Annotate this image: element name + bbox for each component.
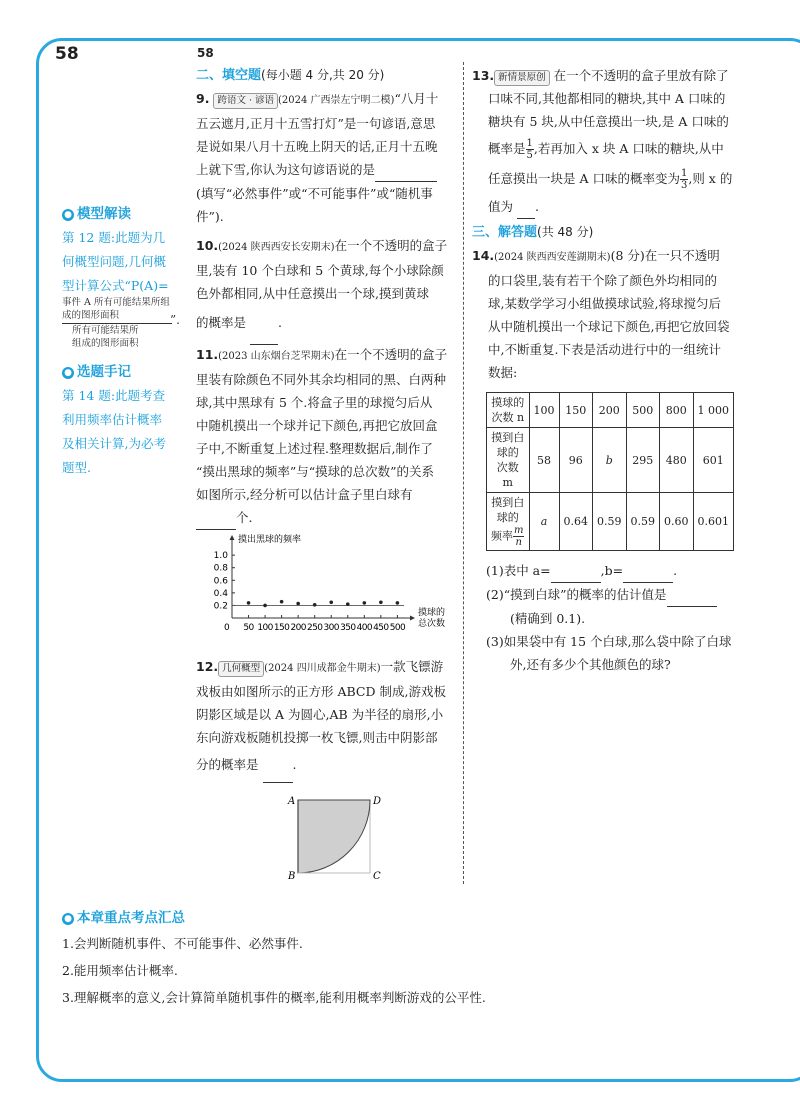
question-13: 13. 新情景原创 在一个不透明的盒子里放有除了 口味不同,其他都相同的糖块,其中 A 口味的 糖块有 5 块,从中任意摸出一块,是 A 口味的 概率是 $\frac{1}{5}$ ,若再加入 x 块 A 口味的糖块,从中 任意摸出一块是 A 口味的概率变为 $\frac{1}{3}$ ,则 x 的 值为 . xyxy=(472,64,734,219)
bullet-icon: ● xyxy=(62,367,74,379)
origin-label: 0 xyxy=(224,623,230,633)
answer-blank[interactable] xyxy=(196,506,236,530)
label-c: C xyxy=(373,871,381,881)
data-point xyxy=(280,600,284,604)
section-answer-heading: 三、解答题(共 48 分) xyxy=(472,225,594,240)
bullet-icon: ● xyxy=(62,209,74,221)
x-tick-label: 300 xyxy=(323,623,339,633)
page-number-small: 58 xyxy=(197,46,214,60)
x-tick-label: 450 xyxy=(373,623,389,633)
answer-blank[interactable] xyxy=(263,759,293,783)
summary-item: 3.理解概率的意义,会计算简单随机事件的概率,能利用概率判断游戏的公平性. xyxy=(62,990,486,1005)
data-point xyxy=(313,603,317,607)
x-tick-label: 100 xyxy=(257,623,273,633)
y-axis-label: 摸出黑球的频率 xyxy=(238,535,302,545)
answer-blank[interactable] xyxy=(623,559,673,583)
pick-note: 第 14 题:此题考查 利用频率估计概率 及相关计算,为必考 题型. xyxy=(62,388,166,475)
answer-blank[interactable] xyxy=(551,559,601,583)
question-11: 11.(2023 山东烟台芝罘期末)在一个不透明的盒子 里装有除颜色不同外其余均相同的黑、白两种 球,其中黑球有 5 个.将盒子里的球搅匀后从 中随机摸出一个球并记下颜色,再把它放回盒 子中,不断重复上述过程.整理数据后,制作了 “摸出黑球的频率”与“摸球的总次数”的关系 如图所示,经分析可以估计盒子里白球有 个. xyxy=(196,343,458,530)
summary-item: 1.会判断随机事件、不可能事件、必然事件. xyxy=(62,936,303,951)
sidebar-notes xyxy=(62,202,190,480)
x-tick-label: 150 xyxy=(273,623,290,633)
answer-blank[interactable] xyxy=(375,158,437,182)
data-point xyxy=(379,600,383,604)
page-number: 58 xyxy=(55,44,79,64)
question-9: 9. 跨语文 · 谚语 (2024 广西崇左宁明二模)“八月十 五云遮月,正月十五雪打灯”是一句谚语,意思 是说如果八月十五晚上阴天的话,正月十五晚 上就下雪,你认为这句谚语说的是 (填写“必然事件”或“不可能事件”或“随机事 件”). xyxy=(196,91,439,224)
y-axis-arrow xyxy=(230,535,235,540)
label-d: D xyxy=(373,796,382,807)
x-axis-label-line1: 摸球的 xyxy=(418,608,446,618)
table-row: 摸到白球的 次数 m 58 96 b 295 480 601 xyxy=(487,428,734,493)
data-point xyxy=(396,601,400,605)
question-14-parts: (1)表中 a= ,b= . (2)“摸到白球”的概率的估计值是 (精确到 0.1). (3)如果袋中有 15 个白球,那么袋中除了白球 外,还有多少个其他颜色的球? xyxy=(472,559,734,676)
answer-blank[interactable] xyxy=(250,321,278,345)
data-point xyxy=(329,600,333,604)
section-fill-heading: 二、填空题(每小题 4 分,共 20 分) xyxy=(196,68,385,83)
pick-heading: ● 选题手记 xyxy=(62,360,190,380)
question-10: 10.(2024 陕西西安长安期末)在一个不透明的盒子 里,装有 10 个白球和 5 个黄球,每个小球除颜 色外都相同,从中任意摸出一个球,摸到黄球 的概率是 . xyxy=(196,234,458,335)
chapter-summary xyxy=(62,906,762,1011)
x-tick-label: 200 xyxy=(290,623,306,633)
x-axis-label-line2: 总次数 xyxy=(418,619,446,629)
middle-column xyxy=(196,64,458,881)
data-point xyxy=(296,602,300,606)
right-column xyxy=(472,64,734,676)
table-row: 摸到白球的 频率 $\frac{m}{n}$ a 0.64 0.59 0.59 0.60 0.601 xyxy=(487,493,734,551)
table-row: 摸球的次数 n 100 150 200 500 800 1 000 xyxy=(487,393,734,428)
fraction: $\frac{1}{5}$ xyxy=(526,138,533,161)
label-a: A xyxy=(288,796,296,807)
answer-blank[interactable] xyxy=(517,195,535,219)
x-tick-label: 350 xyxy=(340,623,356,633)
fraction: $\frac{1}{3}$ xyxy=(680,168,688,191)
x-axis-arrow xyxy=(410,616,415,621)
summary-heading: ● 本章重点考点汇总 xyxy=(62,906,762,926)
label-b: B xyxy=(288,871,296,881)
x-tick-label: 250 xyxy=(306,623,323,633)
data-point xyxy=(263,604,267,608)
data-point xyxy=(346,602,350,606)
y-tick-label: 0.8 xyxy=(213,563,228,574)
y-tick-label: 0.6 xyxy=(213,576,228,587)
dartboard-figure xyxy=(196,793,458,881)
x-tick-label: 50 xyxy=(243,623,254,633)
stats-table xyxy=(486,392,734,551)
data-point xyxy=(247,601,251,605)
model-note: 第 12 题:此题为几 何概型问题,几何概 型计算公式“P(A)= xyxy=(62,230,169,293)
summary-item: 2.能用频率估计概率. xyxy=(62,963,178,978)
shaded-sector xyxy=(298,800,370,873)
x-tick-label: 400 xyxy=(356,623,373,633)
y-tick-label: 1.0 xyxy=(213,551,228,562)
answer-blank[interactable] xyxy=(667,583,717,607)
y-tick-label: 0.4 xyxy=(213,588,228,599)
question-14: 14.(2024 陕西西安莲湖期末)(8 分)在一只不透明 的口袋里,装有若干个除了颜色外均相同的 球,某数学学习小组做摸球试验,将球搅匀后 从中随机摸出一个球记下颜色,再把它放回袋 中,不断重复.下表是活动进行中的一组统计 数据: xyxy=(472,248,730,380)
data-point xyxy=(363,601,367,605)
bullet-icon: ● xyxy=(62,913,74,925)
y-tick-label: 0.2 xyxy=(213,601,228,612)
model-heading: ● 模型解读 xyxy=(62,202,190,222)
model-formula: 事件 A 所有可能结果所组成的图形面积 所有可能结果所 组成的图形面积 ”. xyxy=(62,297,180,349)
column-divider xyxy=(463,62,464,884)
x-tick-label: 500 xyxy=(389,623,406,633)
frequency-chart xyxy=(196,534,456,649)
question-12: 12. 几何概型 (2024 四川成都金牛期末)一款飞镖游 戏板由如图所示的正方形 ABCD 制成,游戏板 阴影区域是以 A 为圆心,AB 为半径的扇形,小 东向游戏板随机投掷一枚飞镖,则击中阴影部 分的概率是 . xyxy=(196,655,458,777)
